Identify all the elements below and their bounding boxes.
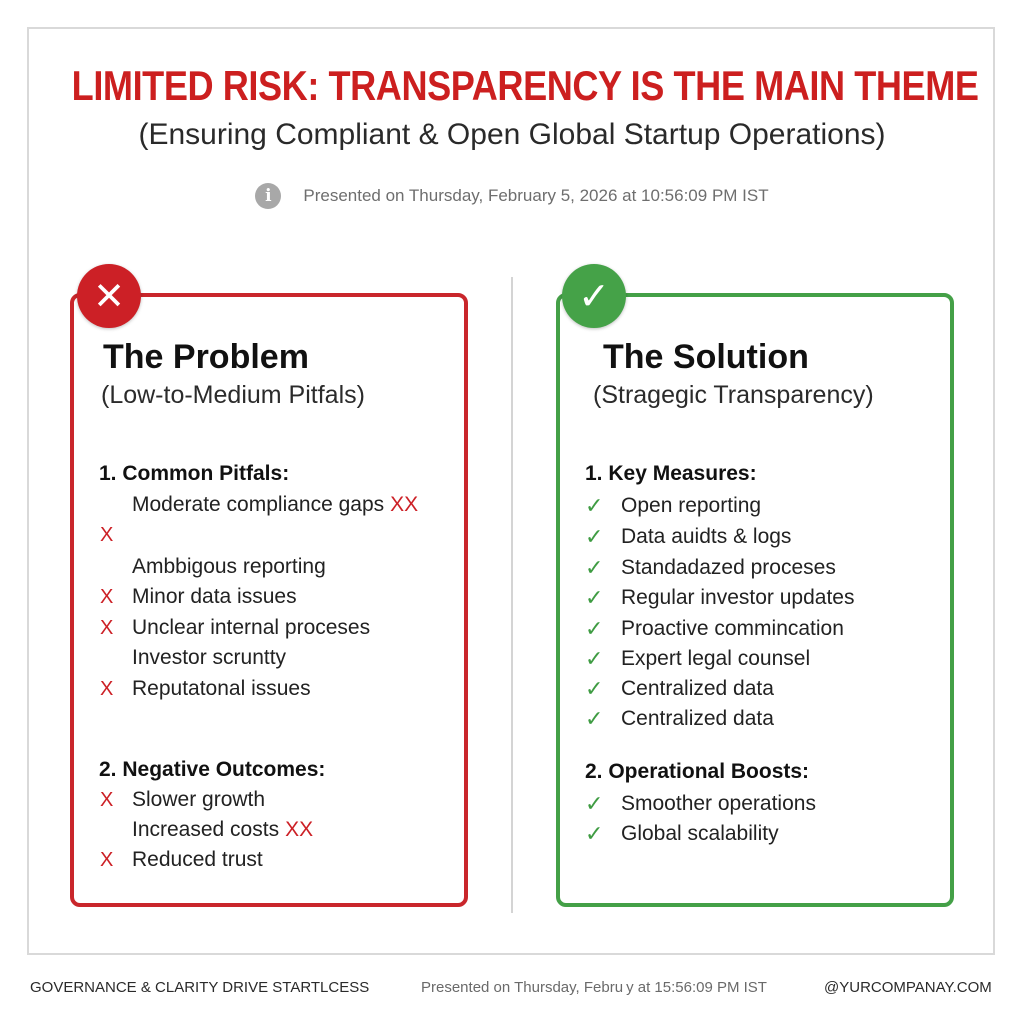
check-icon: ✓ bbox=[585, 493, 604, 518]
list-item-text: Standadazed proceses bbox=[621, 556, 836, 579]
list-item-text: Proactive commincation bbox=[621, 617, 844, 640]
problem-section2-title: 2. Negative Outcomes: bbox=[99, 758, 326, 781]
problem-section1-title: 1. Common Pitfals: bbox=[99, 462, 290, 485]
list-item bbox=[585, 821, 779, 847]
list-item-text: Centralized data bbox=[621, 707, 774, 730]
list-item-text: Smoother operations bbox=[621, 792, 816, 815]
list-item-text: Investor scruntty bbox=[132, 646, 287, 669]
check-icon: ✓ bbox=[585, 706, 604, 731]
close-icon: ✕ bbox=[77, 264, 141, 328]
list-item bbox=[585, 585, 854, 611]
check-icon: ✓ bbox=[562, 264, 626, 328]
list-item-text: Centralized data bbox=[621, 677, 774, 700]
presented-line bbox=[0, 183, 1024, 209]
list-item bbox=[100, 818, 313, 842]
list-item-text: Ambbigous reporting bbox=[132, 555, 326, 578]
list-item-text: Data auidts & logs bbox=[621, 525, 792, 548]
list-item bbox=[585, 646, 810, 672]
list-item bbox=[100, 555, 326, 579]
list-item bbox=[100, 788, 265, 812]
list-item-text: Regular investor updates bbox=[621, 586, 855, 609]
solution-subtitle: (Stragegic Transparency) bbox=[593, 381, 874, 409]
check-icon: ✓ bbox=[585, 585, 604, 610]
solution-section2-title: 2. Operational Boosts: bbox=[585, 760, 810, 783]
list-item bbox=[100, 616, 370, 640]
list-item bbox=[585, 676, 774, 702]
footer-middle: Presented on Thursday, Febru y at 15:56:09 PM IST bbox=[421, 979, 767, 996]
check-icon: ✓ bbox=[585, 524, 604, 549]
list-item-text: Reputatonal issues bbox=[132, 677, 311, 700]
list-item bbox=[585, 493, 761, 519]
check-icon: ✓ bbox=[585, 821, 604, 846]
list-item-text: Reduced trust bbox=[132, 848, 263, 871]
check-icon: ✓ bbox=[585, 646, 604, 671]
solution-section1-title: 1. Key Measures: bbox=[585, 462, 757, 485]
x-icon: XX bbox=[390, 493, 419, 516]
list-item bbox=[585, 524, 791, 550]
x-icon: X bbox=[100, 585, 114, 608]
x-icon: X bbox=[100, 524, 114, 546]
presented-text: Presented on Thursday, February 5, 2026 at 10:56:09 PM IST bbox=[303, 186, 769, 205]
list-item-text: Open reporting bbox=[621, 494, 762, 517]
footer-right: @YURCOMPANAY.COM bbox=[824, 979, 992, 996]
x-icon: X bbox=[100, 848, 114, 871]
list-item-text: Slower growth bbox=[132, 788, 266, 811]
list-item-text: Global scalability bbox=[621, 822, 779, 845]
check-icon: ✓ bbox=[585, 616, 604, 641]
solution-title: The Solution bbox=[603, 338, 809, 376]
list-item bbox=[585, 616, 844, 642]
check-icon: ✓ bbox=[585, 791, 604, 816]
list-item-text: Increased costs bbox=[132, 818, 280, 841]
check-icon: ✓ bbox=[585, 555, 604, 580]
list-item-text: Expert legal counsel bbox=[621, 647, 811, 670]
check-icon: ✓ bbox=[585, 676, 604, 701]
list-item-text: Moderate compliance gaps bbox=[132, 493, 385, 516]
list-item bbox=[100, 646, 286, 670]
x-icon: X bbox=[100, 677, 114, 700]
list-item bbox=[585, 706, 774, 732]
x-icon: XX bbox=[285, 818, 314, 841]
column-divider bbox=[511, 277, 513, 913]
page-title: LIMITED RISK: TRANSPARENCY IS THE MAIN THEME bbox=[71, 62, 979, 109]
list-item-text: Minor data issues bbox=[132, 585, 297, 608]
list-item bbox=[585, 555, 836, 581]
footer-left: GOVERNANCE & CLARITY DRIVE STARTLCESS bbox=[30, 979, 370, 996]
list-item bbox=[100, 585, 297, 609]
list-item bbox=[100, 493, 418, 517]
list-item bbox=[585, 791, 816, 817]
list-item bbox=[100, 848, 263, 872]
x-icon: X bbox=[100, 616, 114, 639]
list-item-text: Unclear internal proceses bbox=[132, 616, 371, 639]
problem-title: The Problem bbox=[103, 338, 309, 376]
page-subtitle: (Ensuring Compliant & Open Global Startup Operations) bbox=[138, 118, 886, 151]
list-item bbox=[100, 677, 311, 701]
problem-subtitle: (Low-to-Medium Pitfals) bbox=[101, 381, 365, 409]
list-item bbox=[100, 524, 113, 547]
info-icon: i bbox=[255, 183, 281, 209]
x-icon: X bbox=[100, 788, 114, 811]
